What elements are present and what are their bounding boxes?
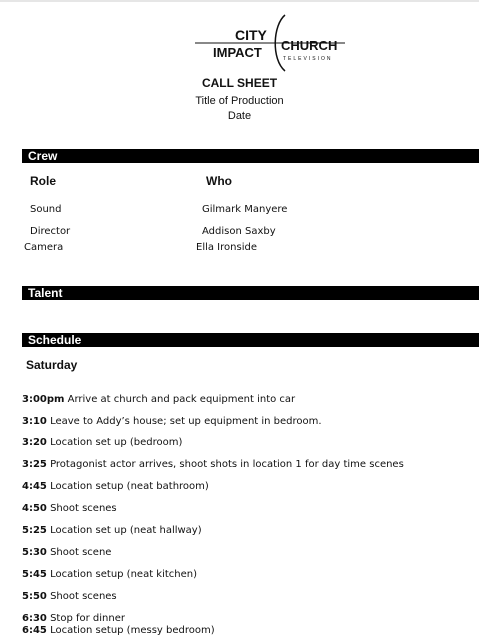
schedule-time: 3:00pm (22, 394, 65, 405)
logo-line3: TELEVISION (283, 56, 333, 62)
schedule-item (22, 591, 117, 602)
production-title: Title of Production (195, 95, 284, 107)
schedule-text: Leave to Addy’s house; set up equipment in bedroom. (50, 416, 322, 427)
schedule-text: Shoot scenes (50, 591, 117, 602)
schedule-time: 3:10 (22, 416, 47, 427)
page-top-rule (0, 0, 479, 2)
schedule-time: 6:45 (22, 625, 47, 636)
schedule-time: 5:45 (22, 569, 47, 580)
schedule-item (22, 625, 215, 636)
city-impact-church-logo (195, 13, 365, 73)
schedule-time: 4:45 (22, 481, 47, 492)
call-sheet-title: CALL SHEET (201, 76, 278, 90)
schedule-item (22, 394, 295, 405)
logo-line2-left: IMPACT (213, 45, 262, 60)
crew-who: Ella Ironside (196, 242, 257, 253)
schedule-time: 6:30 (22, 613, 47, 624)
schedule-item (22, 481, 209, 492)
schedule-item (22, 459, 404, 470)
production-date: Date (227, 110, 252, 122)
logo-line2-right: CHURCH (281, 38, 338, 53)
schedule-text: Arrive at church and pack equipment into car (67, 394, 296, 405)
schedule-time: 5:25 (22, 525, 47, 536)
schedule-text: Location setup (neat kitchen) (50, 569, 198, 580)
schedule-time: 3:25 (22, 459, 47, 470)
crew-role: Camera (24, 242, 64, 253)
schedule-item (22, 503, 117, 514)
schedule-item (22, 525, 202, 536)
logo-line1: CITY (235, 27, 267, 43)
schedule-text: Location set up (neat hallway) (50, 525, 202, 536)
schedule-item (22, 613, 125, 624)
schedule-time: 4:50 (22, 503, 47, 514)
crew-section-header: Crew (22, 149, 479, 163)
schedule-text: Protagonist actor arrives, shoot shots in location 1 for day time scenes (50, 459, 404, 470)
schedule-item (22, 437, 182, 448)
talent-section-header: Talent (22, 286, 479, 300)
schedule-text: Shoot scenes (50, 503, 117, 514)
schedule-section-header: Schedule (22, 333, 479, 347)
schedule-text: Location setup (neat bathroom) (50, 481, 209, 492)
schedule-text: Shoot scene (50, 547, 112, 558)
schedule-text: Location set up (bedroom) (50, 437, 183, 448)
crew-role: Director (30, 226, 71, 237)
crew-role: Sound (30, 204, 62, 215)
crew-who: Addison Saxby (202, 226, 276, 237)
schedule-time: 5:30 (22, 547, 47, 558)
schedule-time: 3:20 (22, 437, 47, 448)
schedule-item (22, 416, 322, 427)
schedule-item (22, 547, 111, 558)
crew-role-header: Role (30, 174, 57, 188)
schedule-time: 5:50 (22, 591, 47, 602)
schedule-text: Stop for dinner (50, 613, 125, 624)
crew-who-header: Who (206, 174, 232, 188)
crew-who: Gilmark Manyere (202, 204, 288, 215)
schedule-item (22, 569, 197, 580)
schedule-day: Saturday (26, 358, 78, 372)
schedule-text: Location setup (messy bedroom) (50, 625, 215, 636)
